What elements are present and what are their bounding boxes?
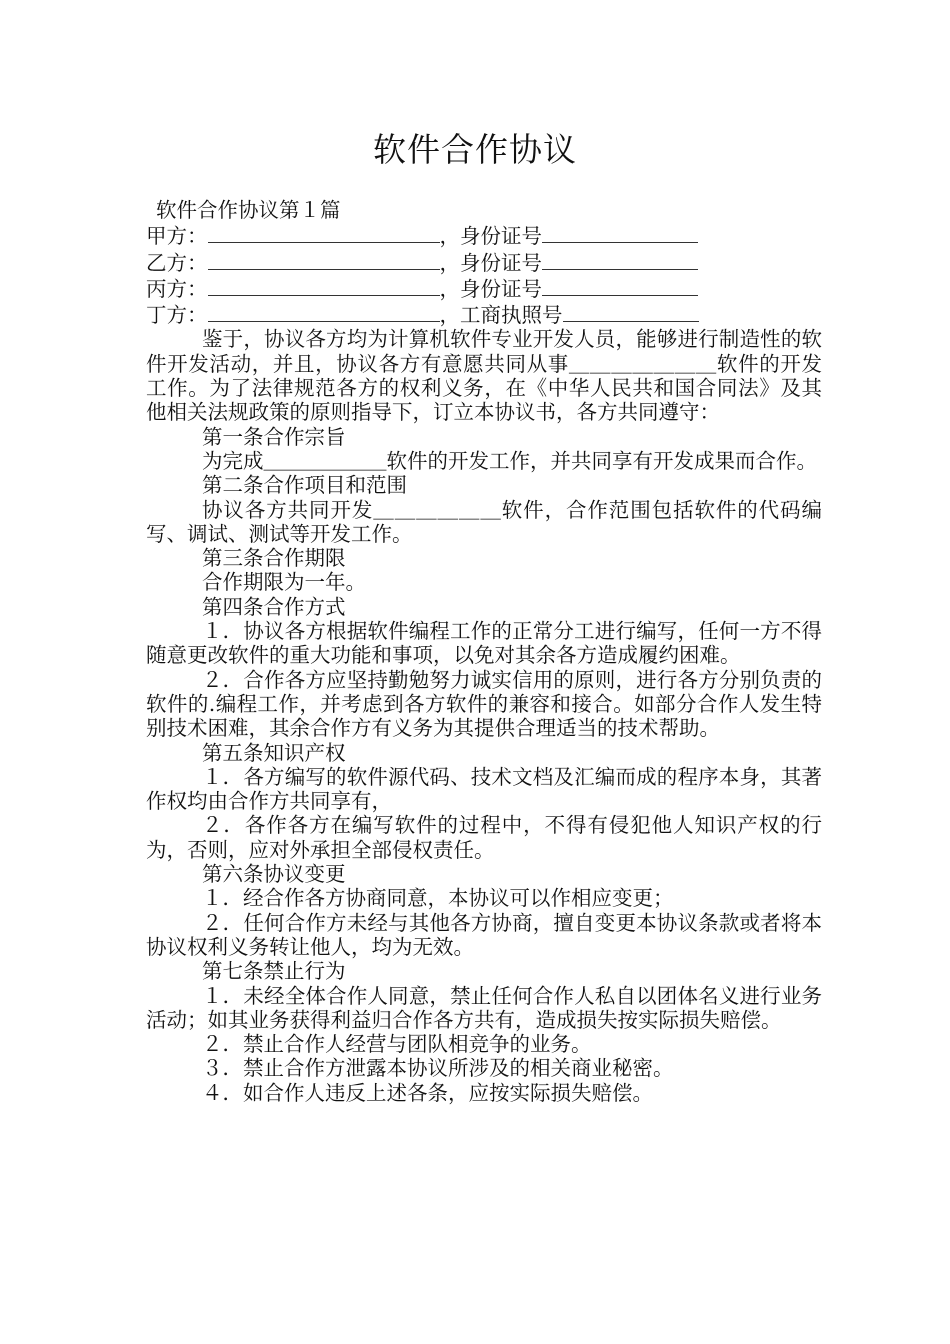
- article-paragraph: １．未经全体合作人同意，禁止任何合作人私自以团体名义进行业务活动；如其业务获得利益归合作各方共有，造成损失按实际损失赔偿。: [146, 983, 822, 1032]
- article-paragraph: 为完成＿＿＿＿＿＿软件的开发工作，并共同享有开发成果而合作。: [202, 448, 817, 473]
- id-label: ，身份证号: [439, 276, 542, 301]
- document-subtitle: 软件合作协议第１篇: [156, 198, 341, 222]
- article-paragraph: ２．合作各方应坚持勤勉努力诚实信用的原则，进行各方分别负责的软件的.编程工作，并考虑到各方软件的兼容和接合。如部分合作人发生特别技术困难，其余合作方有义务为其提供合理适当的技术帮助。: [146, 667, 822, 741]
- party-label: 丙方：: [146, 276, 208, 301]
- document-title: 软件合作协议: [373, 130, 577, 169]
- license-label: ，工商执照号: [439, 303, 563, 328]
- party-label: 乙方：: [146, 250, 208, 275]
- document-body: [146, 198, 822, 1105]
- article-paragraph: ２．任何合作方未经与其他各方协商，擅自变更本协议条款或者将本协议权利义务转让他人，均为无效。: [146, 910, 822, 959]
- party-row-yi: [146, 249, 822, 275]
- article-paragraph: ４．如合作人违反上述各条，应按实际损失赔偿。: [202, 1080, 653, 1105]
- party-row-ding: [146, 301, 822, 327]
- name-blank: [208, 249, 440, 270]
- article-heading: 第一条合作宗旨: [202, 424, 346, 449]
- article-heading: 第二条合作项目和范围: [202, 473, 407, 498]
- article-paragraph: 协议各方共同开发＿＿＿＿＿＿软件，合作范围包括软件的代码编写、调试、测试等开发工作。: [146, 497, 822, 546]
- license-blank: [563, 301, 699, 322]
- party-row-bing: [146, 275, 822, 301]
- article-heading: 第六条协议变更: [202, 862, 346, 887]
- party-label: 甲方：: [146, 224, 208, 249]
- article-heading: 第三条合作期限: [202, 546, 346, 571]
- article-heading: 第四条合作方式: [202, 594, 346, 619]
- name-blank: [208, 222, 440, 243]
- article-paragraph: １．各方编写的软件源代码、技术文档及汇编而成的程序本身，其著作权均由合作方共同享有，: [146, 764, 822, 814]
- id-label: ，身份证号: [439, 250, 542, 275]
- name-blank: [208, 301, 440, 322]
- article-paragraph: ２．禁止合作人经营与团队相竞争的业务。: [202, 1032, 592, 1057]
- preamble-paragraph: 鉴于，协议各方均为计算机软件专业开发人员，能够进行制造性的软件开发活动，并且，协议各方有意愿共同从事＿＿＿＿＿＿＿软件的开发工作。为了法律规范各方的权利义务，在《中华人民共和国合同法》及其他相关法规政策的原则指导下，订立本协议书，各方共同遵守：: [146, 327, 822, 425]
- article-heading: 第五条知识产权: [202, 740, 346, 765]
- article-paragraph: 合作期限为一年。: [202, 570, 366, 595]
- article-paragraph: ３．禁止合作方泄露本协议所涉及的相关商业秘密。: [202, 1056, 674, 1081]
- article-paragraph: １．协议各方根据软件编程工作的正常分工进行编写，任何一方不得随意更改软件的重大功能和事项，以免对其余各方造成履约困难。: [146, 619, 822, 668]
- party-label: 丁方：: [146, 303, 208, 328]
- article-paragraph: １．经合作各方协商同意，本协议可以作相应变更；: [202, 886, 674, 911]
- name-blank: [208, 275, 440, 296]
- id-blank: [542, 249, 698, 270]
- id-blank: [542, 275, 698, 296]
- article-heading: 第七条禁止行为: [202, 959, 346, 984]
- id-blank: [542, 222, 698, 243]
- article-paragraph: ２．各作各方在编写软件的过程中，不得有侵犯他人知识产权的行为，否则，应对外承担全部侵权责任。: [146, 813, 822, 862]
- party-row-jia: [146, 222, 822, 248]
- id-label: ，身份证号: [439, 224, 542, 249]
